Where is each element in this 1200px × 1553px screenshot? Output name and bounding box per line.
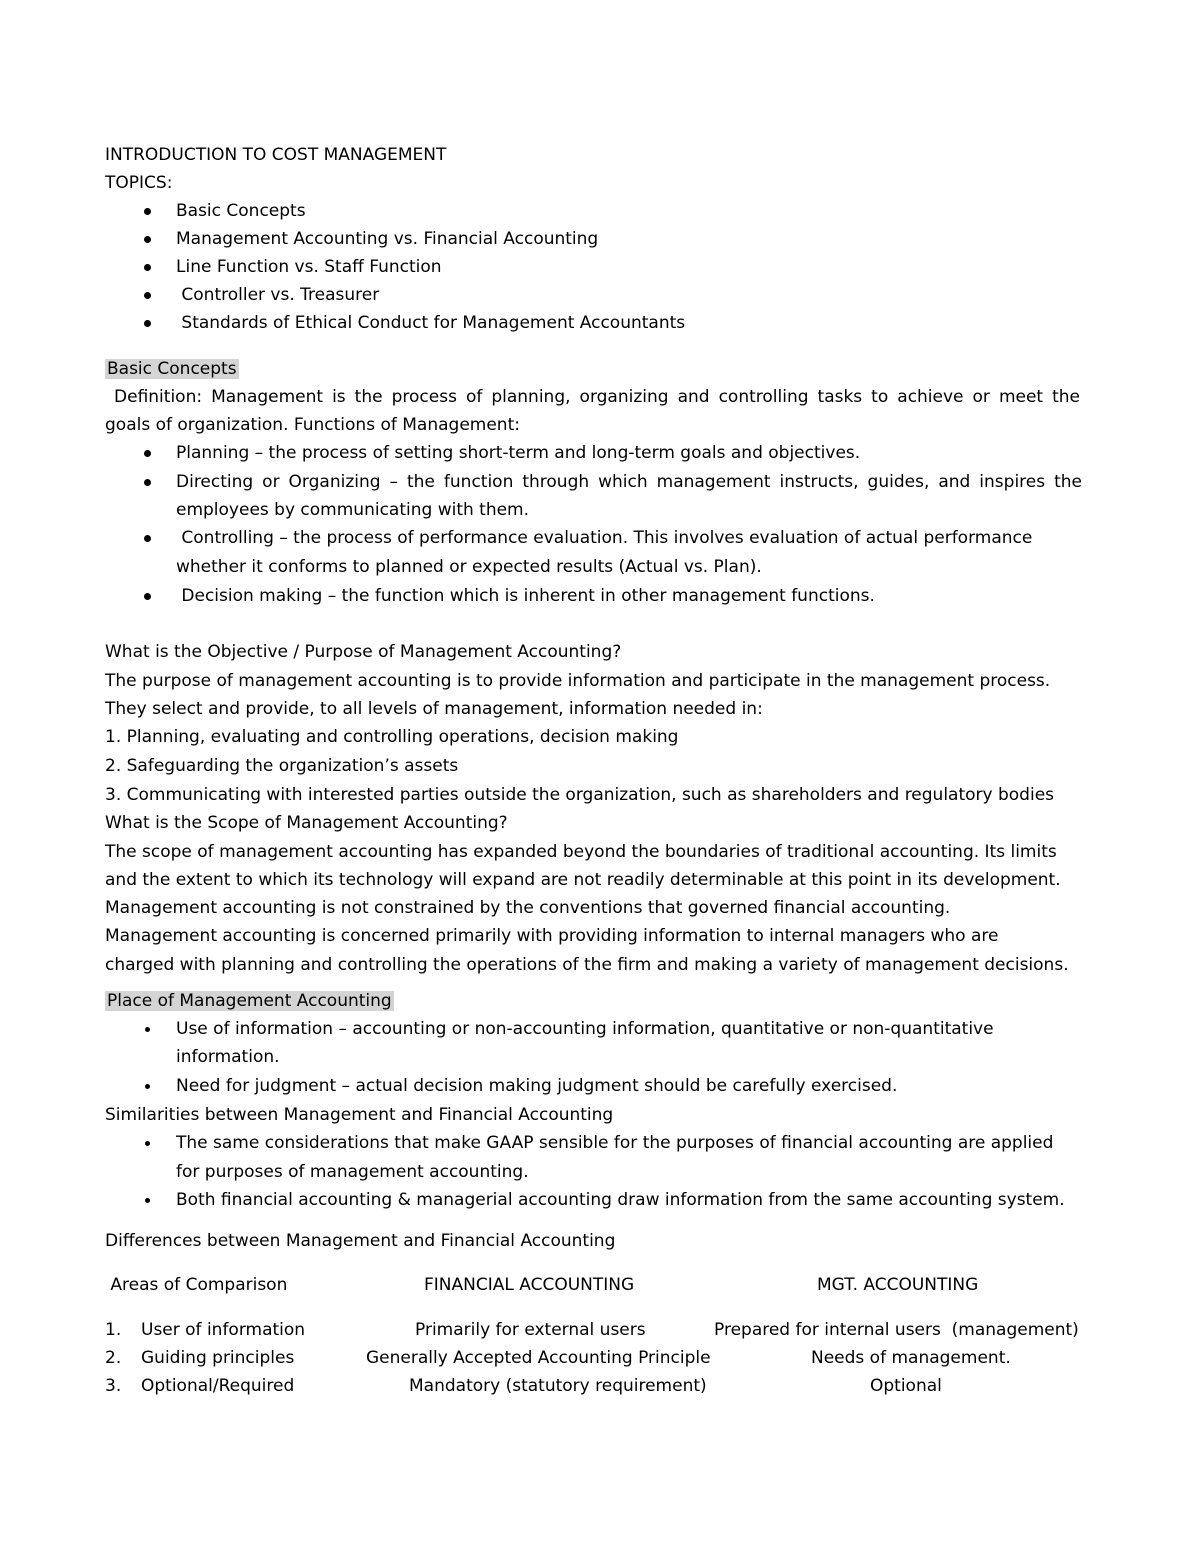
similarity-item-continued: for purposes of management accounting. (176, 1162, 529, 1182)
bullet-icon (140, 1018, 154, 1040)
similarity-item: Both financial accounting & managerial accounting draw information from the same accounting system. (176, 1190, 1065, 1210)
function-item: Controlling – the process of performance evaluation. This involves evaluation of actual performance (176, 528, 1033, 548)
numbered-item: 2. Safeguarding the organization’s assets (105, 756, 459, 776)
topic-item: Standards of Ethical Conduct for Management Accountants (176, 313, 686, 333)
scope-text: Management accounting is not constrained by the conventions that governed financial accounting. (105, 898, 951, 918)
topic-item: Controller vs. Treasurer (176, 285, 380, 305)
bullet-icon (140, 527, 154, 549)
table-cell-area: User of information (141, 1320, 306, 1340)
table-cell-financial: Mandatory (statutory requirement) (409, 1376, 707, 1396)
function-item-continued: whether it conforms to planned or expected results (Actual vs. Plan). (176, 557, 762, 577)
table-cell-financial: Generally Accepted Accounting Principle (366, 1348, 711, 1368)
place-item: Need for judgment – actual decision making judgment should be carefully exercised. (176, 1076, 898, 1096)
objective-text: They select and provide, to all levels of management, information needed in: (105, 699, 763, 719)
table-header-financial: FINANCIAL ACCOUNTING (424, 1275, 635, 1295)
table-row-number: 3. (105, 1376, 122, 1396)
place-item-continued: information. (176, 1047, 280, 1067)
bullet-icon (140, 1132, 154, 1154)
scope-text: Management accounting is concerned primarily with providing information to internal managers who are (105, 926, 999, 946)
section-heading-place (105, 990, 394, 1012)
topics-label: TOPICS: (105, 173, 173, 193)
place-item: Use of information – accounting or non-accounting information, quantitative or non-quantitative (176, 1019, 994, 1039)
numbered-item: 3. Communicating with interested parties outside the organization, such as shareholders and regulatory bodies (105, 785, 1055, 805)
table-row-number: 1. (105, 1320, 122, 1340)
scope-text: The scope of management accounting has expanded beyond the boundaries of traditional accounting. Its limits (105, 842, 1057, 862)
function-item-continued: employees by communicating with them. (176, 500, 530, 520)
similarities-heading: Similarities between Management and Financial Accounting (105, 1105, 614, 1125)
topic-item: Basic Concepts (176, 201, 306, 221)
bullet-icon (140, 256, 154, 278)
bullet-icon (140, 442, 154, 464)
bullet-icon (140, 200, 154, 222)
definition-line: Definition: Management is the process of planning, organizing and controlling tasks to achieve or meet the (105, 387, 1080, 407)
scope-text: and the extent to which its technology will expand are not readily determinable at this point in its development. (105, 870, 1061, 890)
definition-line: goals of organization. Functions of Management: (105, 415, 520, 435)
table-cell-area: Guiding principles (141, 1348, 295, 1368)
similarity-item: The same considerations that make GAAP sensible for the purposes of financial accounting are applied (176, 1133, 1054, 1153)
objective-text: The purpose of management accounting is to provide information and participate in the management process. (105, 671, 1051, 691)
document-title: INTRODUCTION TO COST MANAGEMENT (105, 145, 447, 165)
table-cell-financial: Primarily for external users (415, 1320, 646, 1340)
bullet-icon (140, 284, 154, 306)
bullet-icon (140, 471, 154, 493)
function-item: Decision making – the function which is inherent in other management functions. (176, 586, 875, 606)
table-cell-mgt: Prepared for internal users (management) (714, 1320, 1079, 1340)
differences-heading: Differences between Management and Financial Accounting (105, 1231, 616, 1251)
bullet-icon (140, 1075, 154, 1097)
table-cell-area: Optional/Required (141, 1376, 295, 1396)
table-header-areas: Areas of Comparison (105, 1275, 288, 1295)
table-cell-mgt: Optional (870, 1376, 942, 1396)
bullet-icon (140, 585, 154, 607)
highlighted-heading: Basic Concepts (107, 359, 237, 379)
table-header-mgt: MGT. ACCOUNTING (817, 1275, 979, 1295)
objective-question: What is the Objective / Purpose of Management Accounting? (105, 642, 622, 662)
topic-item: Line Function vs. Staff Function (176, 257, 442, 277)
table-row-number: 2. (105, 1348, 122, 1368)
table-cell-mgt: Needs of management. (811, 1348, 1011, 1368)
topic-item: Management Accounting vs. Financial Accounting (176, 229, 599, 249)
function-item: Planning – the process of setting short-term and long-term goals and objectives. (176, 443, 861, 463)
highlighted-heading: Place of Management Accounting (107, 991, 392, 1011)
numbered-item: 1. Planning, evaluating and controlling operations, decision making (105, 727, 679, 747)
scope-question: What is the Scope of Management Accounting? (105, 813, 508, 833)
function-item: Directing or Organizing – the function through which management instructs, guides, and inspires the (176, 472, 1082, 492)
bullet-icon (140, 312, 154, 334)
scope-text: charged with planning and controlling the operations of the firm and making a variety of management decisions. (105, 955, 1069, 975)
bullet-icon (140, 228, 154, 250)
bullet-icon (140, 1189, 154, 1211)
section-heading-basic-concepts (105, 358, 239, 380)
